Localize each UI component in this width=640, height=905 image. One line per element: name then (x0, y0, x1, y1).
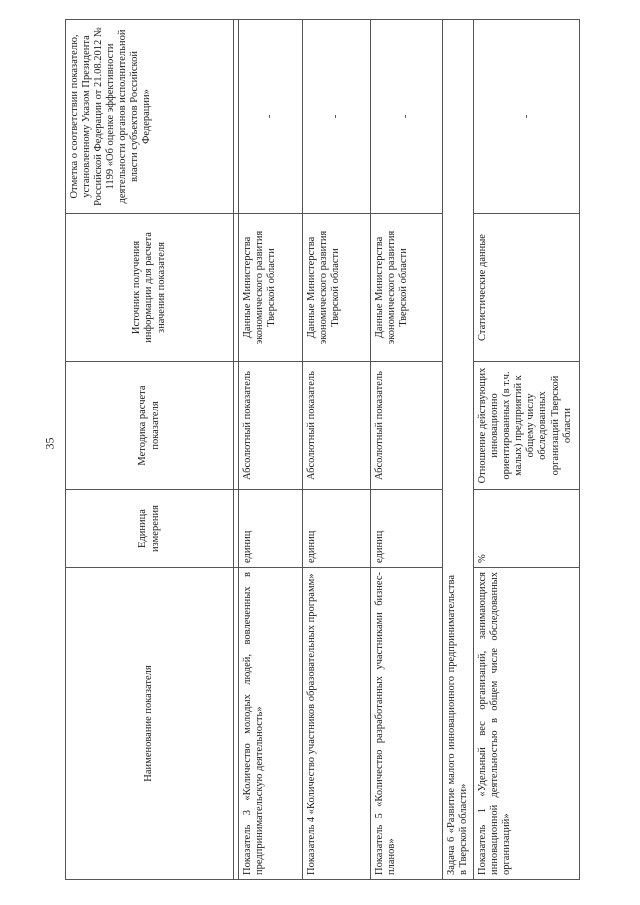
header-mark: Отметка о соответствии показателю, установленному Указом Президента Российской Федерации от 21.08.2012 № 1199 «Об оценке эффективности деятельности органов исполнительной власти субъектов Российской Федерации» (66, 20, 234, 214)
row-1-source: Данные Министерства экономического развития Тверской области (239, 214, 303, 362)
rotated-table-container (65, 20, 580, 880)
header-unit: Единица измерения (66, 490, 234, 568)
row-4-name: Показатель 1 «Удельный вес организаций, занимающихся инновационной деятельностью в общем числе обследованных организаций» (474, 568, 580, 880)
header-name: Наименование показателя (66, 568, 234, 880)
row-1-method: Абсолютный показатель (239, 362, 303, 490)
row-2-source: Данные Министерства экономического развития Тверской области (303, 214, 371, 362)
row-4-source: Статистические данные (474, 214, 580, 362)
row-2-method: Абсолютный показатель (303, 362, 371, 490)
row-4-unit: % (474, 490, 580, 568)
row-2-name: Показатель 4 «Количество участников образовательных программ» (303, 568, 371, 880)
row-4-method: Отношение действующих инновационно ориентированных (в т.ч. малых) предприятий к общему числу обследованных организаций Тверской области (474, 362, 580, 490)
row-3-mark: - (371, 20, 443, 214)
row-4-mark: - (474, 20, 580, 214)
task-row (443, 20, 474, 880)
row-1-unit: единиц (239, 490, 303, 568)
header-source: Источник получения информации для расчета значения показателя (66, 214, 234, 362)
row-2-mark: - (303, 20, 371, 214)
indicators-table (65, 19, 580, 880)
header-method: Методика расчета показателя (66, 362, 234, 490)
table-header-row (66, 20, 234, 880)
table-row (239, 20, 303, 880)
task-6-heading (443, 20, 474, 880)
table-row (303, 20, 371, 880)
page-number: 35 (42, 437, 57, 450)
row-3-unit: единиц (371, 490, 443, 568)
row-3-name: Показатель 5 «Количество разработанных участниками бизнес-планов» (371, 568, 443, 880)
row-1-mark: - (239, 20, 303, 214)
table-row (474, 20, 580, 880)
table-row (371, 20, 443, 880)
task-6-text: Задача 6 «Развитие малого инновационного предпринимательства в Тверской области» (446, 575, 470, 875)
row-1-name: Показатель 3 «Количество молодых людей, вовлеченных в предпринимательскую деятельность» (239, 568, 303, 880)
row-3-source: Данные Министерства экономического развития Тверской области (371, 214, 443, 362)
row-2-unit: единиц (303, 490, 371, 568)
row-3-method: Абсолютный показатель (371, 362, 443, 490)
